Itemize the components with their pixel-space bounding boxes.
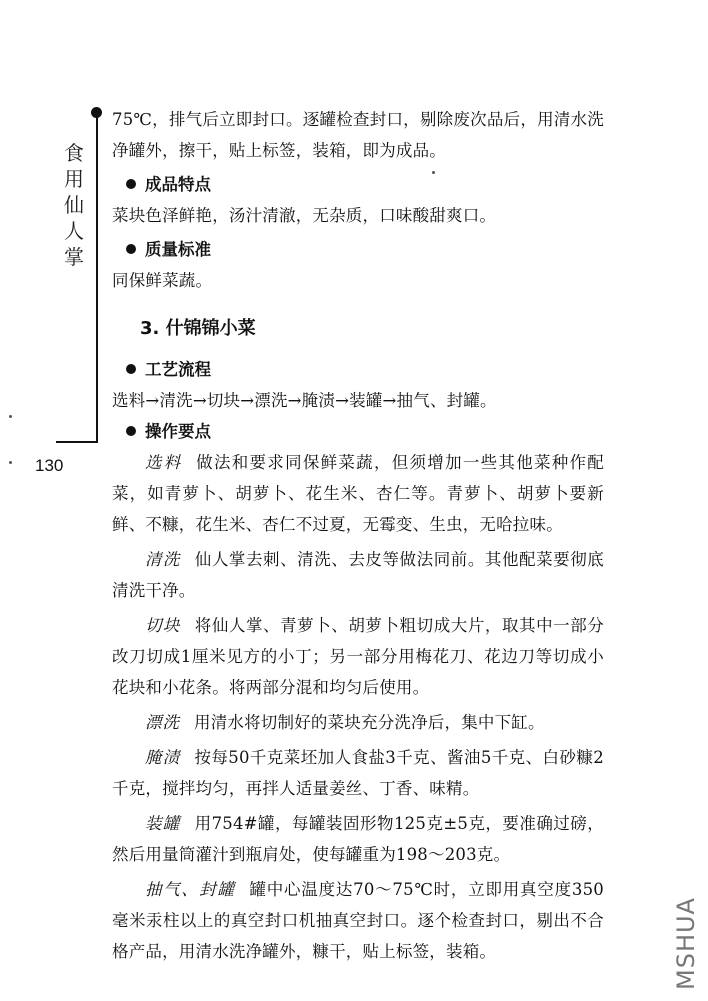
- step-paragraph: [112, 544, 604, 606]
- page-number: 130: [35, 456, 64, 475]
- heading-product-features: [126, 169, 604, 200]
- step-term: 抽气、封罐: [145, 880, 236, 899]
- margin-rule-vertical: [96, 113, 98, 443]
- step-term: 腌渍: [145, 748, 181, 767]
- step-paragraph: [112, 874, 604, 967]
- watermark-text: MSHUA: [672, 897, 700, 990]
- page-content: [112, 104, 604, 967]
- step-text: 做法和要求同保鲜菜蔬，但须增加一些其他菜种作配菜，如青萝卜、胡萝卜、花生米、杏仁等。青萝卜、胡萝卜要新鲜、不糠，花生米、杏仁不过夏，无霉变、生虫，无哈拉味。: [112, 453, 605, 534]
- step-text: 按每50千克菜坯加人食盐3千克、酱油5千克、白砂糠2千克，搅拌均匀，再拌人适量姜丝、丁香、味精。: [112, 748, 604, 798]
- bullet-icon: [126, 426, 136, 436]
- heading-text: 操作要点: [145, 422, 211, 441]
- book-title-char: 人: [64, 219, 84, 243]
- book-title-char: 掌: [64, 245, 84, 269]
- heading-quality-standard: [126, 234, 604, 265]
- section-title: 3. 什锦锦小菜: [140, 318, 256, 339]
- bullet-icon: [126, 364, 136, 374]
- heading-operation-points: [126, 416, 604, 447]
- heading-text: 工艺流程: [145, 360, 211, 379]
- step-text: 仙人掌去刺、清洗、去皮等做法同前。其他配菜要彻底清洗干净。: [112, 550, 605, 600]
- step-term: 装罐: [145, 814, 181, 833]
- scan-speck: [9, 461, 12, 464]
- quality-standard-text: 同保鲜菜蔬。: [112, 271, 213, 290]
- step-paragraph: [112, 610, 604, 703]
- step-term: 漂洗: [145, 713, 180, 732]
- step-text: 罐中心温度达70～75℃时，立即用真空度350毫米汞柱以上的真空封口机抽真空封口。逐个检查封口，剔出不合格产品，用清水洗净罐外，糠干，贴上标签，装箱。: [112, 880, 605, 961]
- bullet-icon: [126, 244, 136, 254]
- heading-text: 成品特点: [145, 175, 211, 194]
- step-text: 用754#罐，每罐装固形物125克±5克，要准确过磅，然后用量筒灌汁到瓶肩处，使每罐重为198～203克。: [112, 814, 604, 864]
- heading-process-flow: [126, 354, 604, 385]
- step-paragraph: [112, 742, 604, 804]
- step-term: 切块: [145, 616, 181, 635]
- process-flow-text: 选料→清洗→切块→漂洗→腌渍→装罐→抽气、封罐。: [112, 391, 497, 410]
- heading-text: 质量标准: [145, 240, 211, 259]
- intro-paragraph: 75℃，排气后立即封口。逐罐检查封口，剔除废次品后，用清水洗净罐外，擦干，贴上标签，装箱，即为成品。: [112, 110, 604, 160]
- step-text: 用清水将切制好的菜块充分洗净后，集中下缸。: [194, 713, 545, 732]
- book-title-char: 用: [64, 167, 84, 191]
- scan-speck: [9, 415, 12, 418]
- product-features-text: 菜块色泽鲜艳，汤汁清澈，无杂质，口味酸甜爽口。: [112, 206, 497, 225]
- step-paragraph: [112, 707, 604, 738]
- step-paragraph: [112, 447, 604, 540]
- book-title-char: 食: [64, 141, 84, 165]
- step-paragraph: [112, 808, 604, 870]
- book-title-vertical: [62, 140, 86, 270]
- step-term: 选料: [145, 453, 183, 472]
- bullet-icon: [126, 179, 136, 189]
- step-text: 将仙人掌、青萝卜、胡萝卜粗切成大片，取其中一部分改刀切成1厘米见方的小丁；另一部分用梅花刀、花边刀等切成小花块和小花条。将两部分混和均匀后使用。: [112, 616, 605, 697]
- margin-rule-horizontal: [56, 441, 98, 443]
- step-term: 清洗: [145, 550, 181, 569]
- book-title-char: 仙: [64, 193, 84, 217]
